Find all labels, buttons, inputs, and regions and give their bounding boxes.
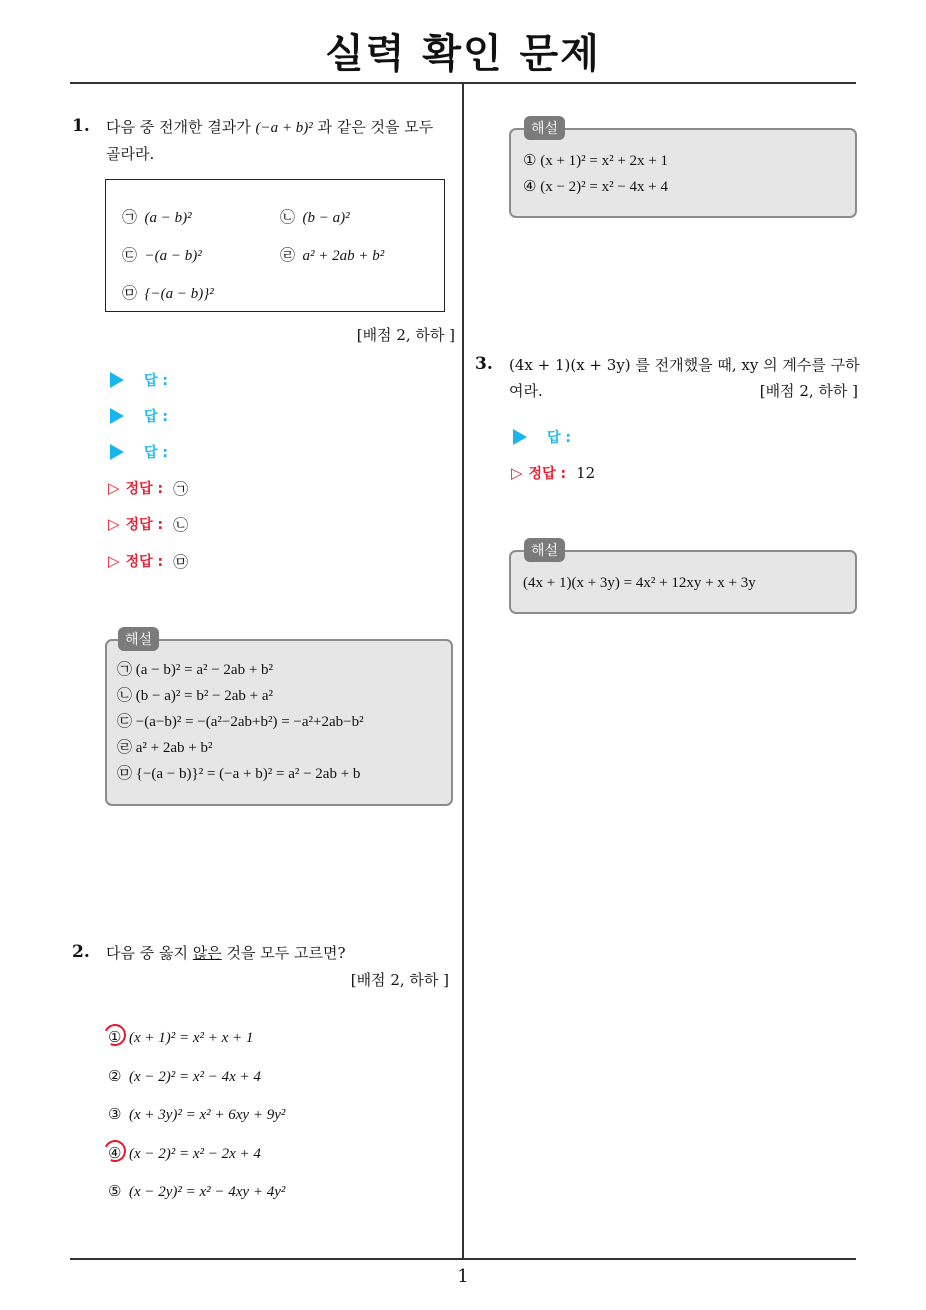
option-4[interactable] — [280, 244, 384, 265]
question-2-solution-box — [509, 128, 857, 218]
answer-row[interactable] — [110, 369, 168, 391]
option-mark: ③ — [108, 1107, 122, 1123]
play-triangle-icon — [110, 372, 124, 388]
correct-label: 정답 : — [125, 554, 164, 570]
correct-value: ㉡ — [173, 515, 189, 534]
solution-line: ㉠ (a − b)² = a² − 2ab + b² — [117, 662, 274, 678]
answer-row[interactable] — [110, 441, 168, 463]
question-1-expression: (−a + b)² — [255, 120, 313, 136]
question-1-solution-box — [105, 639, 453, 806]
outline-triangle-icon: ▷ — [108, 552, 120, 570]
option-mark: ④ — [108, 1146, 122, 1162]
solution-tag: 해설 — [118, 627, 159, 651]
solution-tag: 해설 — [524, 538, 565, 562]
option-mark: ① — [108, 1030, 122, 1046]
question-2-text-part: 다음 중 옳지 — [106, 944, 193, 962]
option-expression: {−(a − b)}² — [144, 286, 214, 302]
solution-line: ④ (x − 2)² = x² − 4x + 4 — [523, 179, 669, 195]
page-title: 실력 확인 문제 — [325, 31, 601, 77]
option-expression: (x − 2y)² = x² − 4xy + 4y² — [128, 1184, 286, 1200]
option-mark: ② — [108, 1069, 122, 1085]
correct-value: ㉤ — [173, 552, 189, 571]
answer-label: 답 : — [547, 430, 571, 446]
correct-label: 정답 : — [125, 517, 164, 533]
option-mark: ㉢ — [122, 248, 138, 264]
play-triangle-icon — [110, 408, 124, 424]
answer-label: 답 : — [144, 373, 168, 389]
column-divider — [462, 84, 464, 1258]
question-3-text-part: 여라. — [509, 382, 543, 400]
option-2[interactable] — [280, 206, 350, 227]
outline-triangle-icon: ▷ — [108, 479, 120, 497]
option-expression: (x + 3y)² = x² + 6xy + 9y² — [128, 1107, 286, 1123]
answer-row[interactable] — [513, 426, 571, 448]
question-3-text-part: (4x + 1)(x + 3y) 를 전개했을 때, xy 의 계수를 구하 — [509, 356, 860, 374]
option-expression: a² + 2ab + b² — [302, 248, 385, 264]
question-1-text-part: 다음 중 전개한 결과가 — [106, 118, 256, 136]
correct-value: ㉠ — [173, 479, 189, 498]
solution-line: ㉣ a² + 2ab + b² — [117, 740, 213, 756]
solution-tag: 해설 — [524, 116, 565, 140]
question-1-number: 1. — [72, 116, 90, 136]
play-triangle-icon — [110, 444, 124, 460]
answer-row[interactable] — [110, 405, 168, 427]
option-1[interactable] — [108, 1028, 253, 1047]
answer-label: 답 : — [144, 409, 168, 425]
bottom-rule — [70, 1258, 856, 1260]
option-1[interactable] — [122, 206, 192, 227]
option-5[interactable] — [122, 282, 214, 303]
solution-line: ㉡ (b − a)² = b² − 2ab + a² — [117, 688, 274, 704]
outline-triangle-icon: ▷ — [108, 515, 120, 533]
question-2-text — [106, 940, 346, 966]
play-triangle-icon — [513, 429, 527, 445]
option-4[interactable] — [108, 1144, 261, 1163]
option-expression: (x − 2)² = x² − 4x + 4 — [128, 1069, 261, 1085]
question-3-points: [배점 2, 하하 ] — [759, 382, 858, 400]
answer-label: 답 : — [144, 445, 168, 461]
option-expression: −(a − b)² — [144, 248, 202, 264]
outline-triangle-icon: ▷ — [511, 464, 523, 482]
solution-line: ㉤ {−(a − b)}² = (−a + b)² = a² − 2ab + b — [117, 766, 361, 782]
option-3[interactable] — [108, 1105, 285, 1124]
option-expression: (x + 1)² = x² + x + 1 — [128, 1030, 254, 1046]
option-3[interactable] — [122, 244, 202, 265]
question-1-text — [106, 114, 456, 167]
option-mark: ㉤ — [122, 286, 138, 302]
question-1-text-part: 골라라. — [106, 145, 155, 163]
question-2-emphasis: 않은 — [192, 944, 222, 962]
question-3-number: 3. — [475, 354, 493, 374]
correct-value: 12 — [576, 464, 596, 482]
option-expression: (a − b)² — [144, 210, 192, 226]
question-2-number: 2. — [72, 942, 90, 962]
question-1-text-part: 과 같은 것을 모두 — [312, 118, 434, 136]
correct-answer-row — [108, 513, 188, 535]
option-2[interactable] — [108, 1067, 261, 1086]
correct-answer-row — [108, 477, 188, 499]
option-expression: (x − 2)² = x² − 2x + 4 — [128, 1146, 261, 1162]
solution-line: ㉢ −(a−b)² = −(a²−2ab+b²) = −a²+2ab−b² — [117, 714, 364, 730]
page-number: 1 — [457, 1266, 469, 1287]
correct-label: 정답 : — [528, 466, 567, 482]
correct-label: 정답 : — [125, 481, 164, 497]
option-5[interactable] — [108, 1182, 285, 1201]
question-1-options-box — [105, 179, 445, 312]
option-mark: ㉡ — [280, 210, 296, 226]
solution-line: ① (x + 1)² = x² + 2x + 1 — [523, 153, 669, 169]
option-mark: ㉠ — [122, 210, 138, 226]
question-2-points: [배점 2, 하하 ] — [350, 971, 449, 989]
question-1-points: [배점 2, 하하 ] — [356, 326, 455, 344]
correct-answer-row — [511, 462, 595, 484]
solution-line: (4x + 1)(x + 3y) = 4x² + 12xy + x + 3y — [523, 575, 756, 591]
option-mark: ㉣ — [280, 248, 296, 264]
option-expression: (b − a)² — [302, 210, 350, 226]
option-mark: ⑤ — [108, 1184, 122, 1200]
correct-answer-row — [108, 550, 188, 572]
question-2-text-part: 것을 모두 고르면? — [221, 944, 346, 962]
